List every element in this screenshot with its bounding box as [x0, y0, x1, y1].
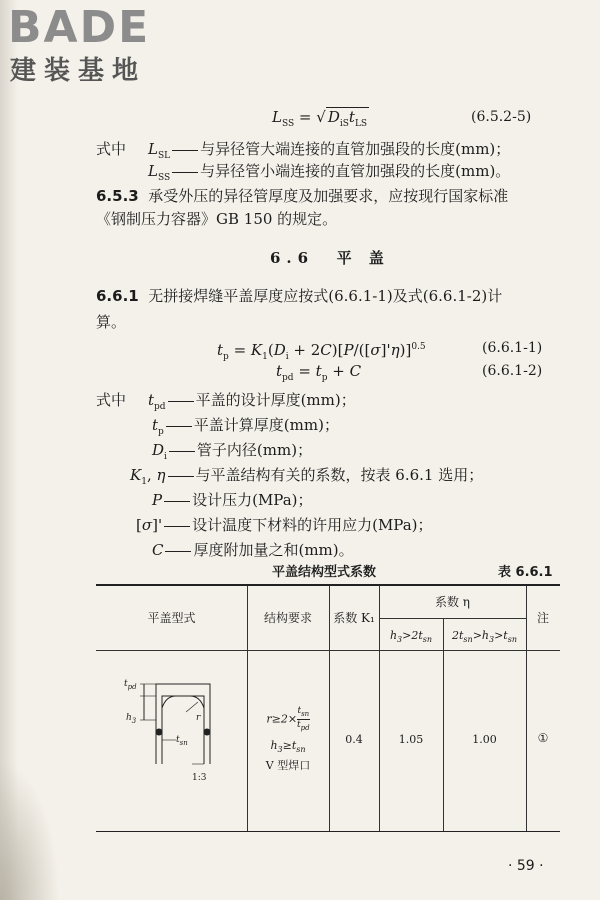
requirement-r: r≥2× $\frac{t_{sn}}{t_{pd}}$	[266, 706, 310, 732]
equation-6-6-1-2: $t_{pd} = t_p + C$	[276, 362, 362, 383]
logo-brand: BADE	[8, 2, 151, 53]
header-eta-a: $h_3>2t_{sn}$	[389, 629, 433, 645]
drawing-label-tpd: $t_{pd}$	[124, 679, 137, 691]
drawing-label-r: r	[196, 713, 201, 723]
drawing-label-h3: $h_3$	[126, 713, 137, 725]
equation-number: (6.6.1-1)	[482, 340, 543, 356]
table-number: 表 6.6.1	[498, 565, 553, 580]
requirement-h3: $h_3\ge t_{sn}$	[270, 739, 306, 755]
header-eta-b: $2t_{sn}>h_3>t_{sn}$	[452, 629, 517, 645]
clause-number: 6.5.3	[96, 187, 139, 205]
value-eta-b: 1.00	[472, 733, 497, 746]
logo-subtitle: 建装基地	[10, 56, 147, 86]
drawing-label-slope: 1:3	[192, 773, 207, 783]
header-note: 注	[536, 611, 549, 625]
equation-number: (6.5.2-5)	[471, 109, 532, 125]
requirement-weld: V 型焊口	[265, 759, 311, 772]
equation-number: (6.6.1-2)	[482, 363, 543, 379]
where-item: $L_{SS}$ 与异径管小端连接的直管加强段的长度(mm)。	[148, 162, 511, 183]
where-item: $t_{pd}$ 平盖的设计厚度(mm)；	[148, 391, 356, 412]
where-item: [σ]' 设计温度下材料的许用应力(MPa)；	[136, 516, 433, 534]
drawing-label-tsn: $t_{sn}$	[176, 735, 188, 747]
clause-6-5-3-line2: 《钢制压力容器》GB 150 的规定。	[96, 210, 338, 228]
where-item: $D_i$ 管子内径(mm)；	[152, 441, 313, 462]
section-heading: 6.6 平 盖	[270, 249, 390, 267]
where-item: P 设计压力(MPa)；	[152, 491, 313, 509]
where-item: $K_1$, η 与平盖结构有关的系数，按表 6.6.1 选用；	[130, 466, 484, 487]
header-eta: 系数 η	[434, 595, 470, 609]
header-k1: 系数 K₁	[333, 611, 375, 625]
where-item: $L_{SL}$ 与异径管大端连接的直管加强段的长度(mm)；	[148, 140, 511, 161]
clause-6-5-3-line1: 6.5.3 承受外压的异径管厚度及加强要求，应按现行国家标准	[96, 187, 509, 205]
value-eta-a: 1.05	[398, 733, 424, 746]
where-label: 式中	[96, 391, 127, 409]
header-requirement: 结构要求	[263, 611, 312, 625]
where-item: $t_p$ 平盖计算厚度(mm)；	[152, 416, 339, 437]
watermark-logo	[8, 4, 178, 90]
equation-6-6-1-1: $t_p = K_1(D_i + 2C)[P/([\sigma]'\eta)]^{0.5}$	[217, 341, 426, 362]
page-number: · 59 ·	[508, 858, 544, 874]
clause-6-6-1-line1: 6.6.1 无拼接焊缝平盖厚度应按式(6.6.1-1)及式(6.6.1-2)计	[96, 287, 503, 305]
where-item: C 厚度附加量之和(mm)。	[152, 541, 354, 559]
where-label: 式中	[96, 140, 127, 158]
clause-number: 6.6.1	[96, 287, 139, 305]
table-title: 平盖结构型式系数	[272, 565, 377, 580]
page-corner-shadow	[0, 760, 60, 900]
value-note: ①	[537, 731, 549, 745]
header-type: 平盖型式	[147, 611, 196, 625]
value-k1: 0.4	[345, 733, 363, 746]
table-6-6-1	[96, 584, 560, 832]
equation-6-5-2-5: $L_{SS}$ = √ $D_{iS}t_{LS}$	[272, 108, 368, 129]
clause-6-6-1-line2: 算。	[96, 313, 127, 331]
